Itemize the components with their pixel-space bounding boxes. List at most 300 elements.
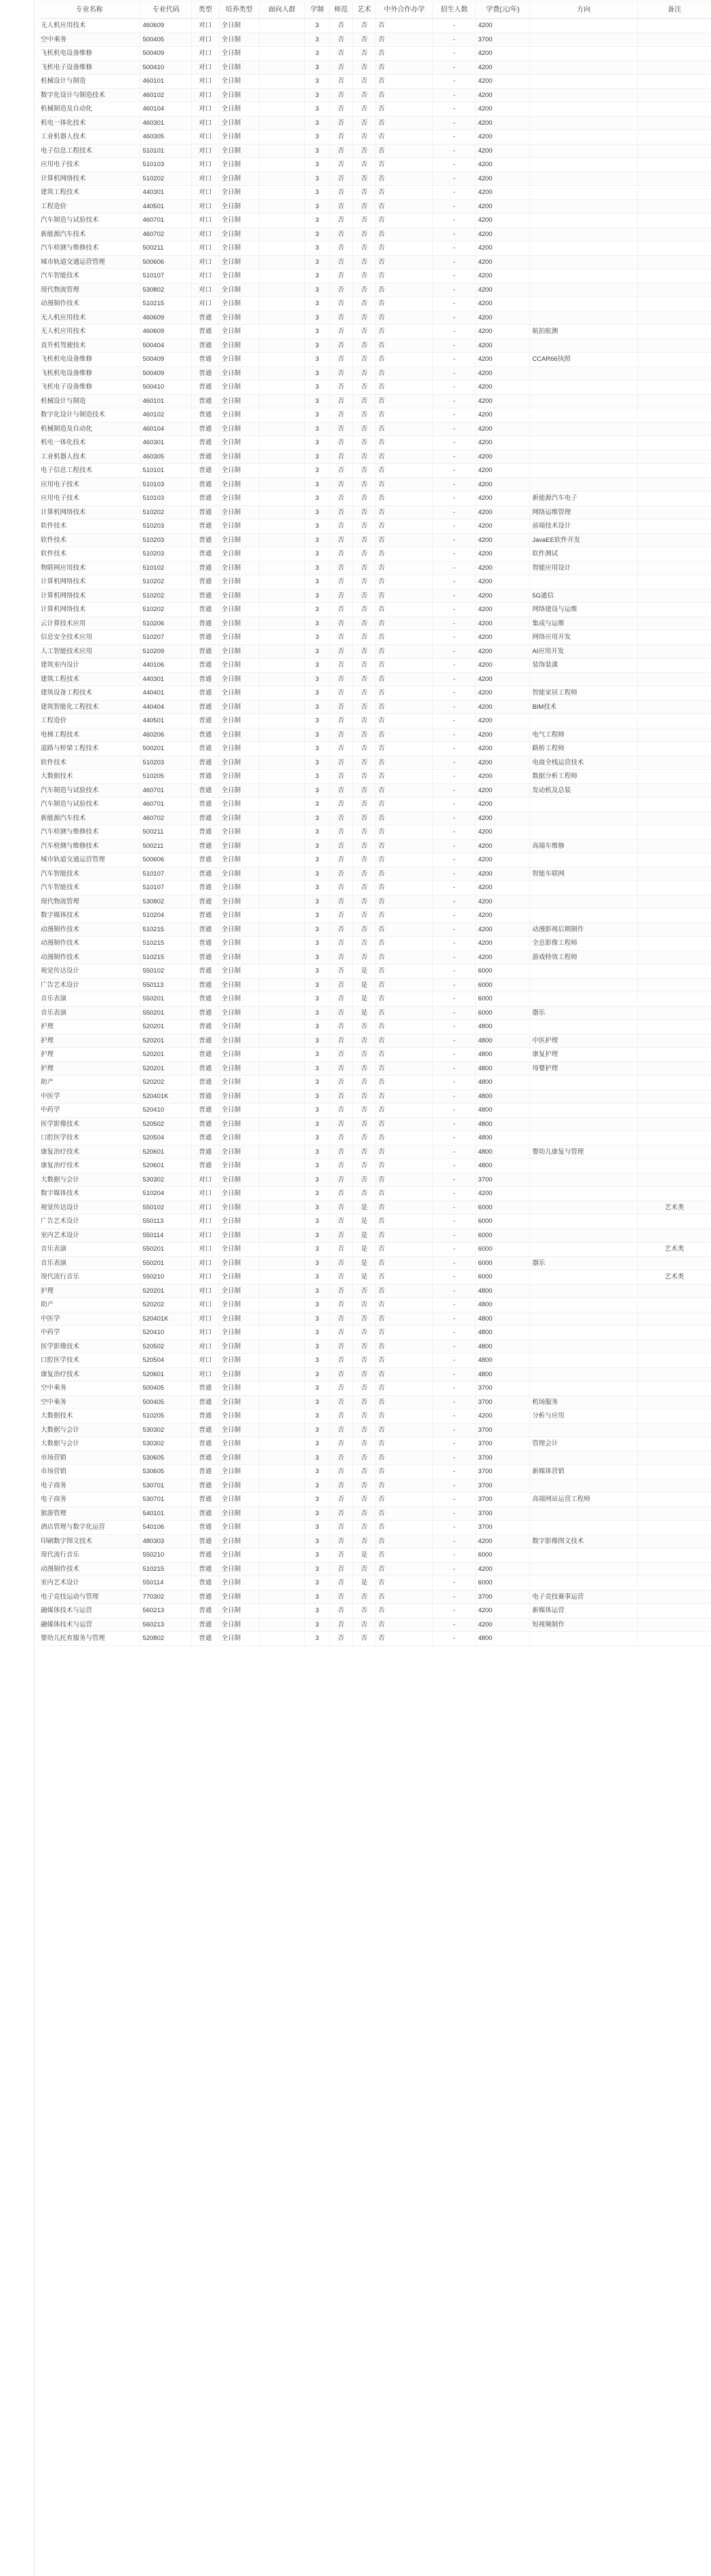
- cell-note: [637, 464, 711, 478]
- cell-coop: 否: [375, 477, 432, 492]
- cell-type: 普通: [192, 1159, 219, 1173]
- cell-train: 全日制: [219, 783, 259, 798]
- cell-note: [637, 922, 711, 937]
- cell-name: 飞机机电设备维修: [39, 353, 140, 367]
- cell-fee: 4200: [476, 241, 530, 256]
- cell-name: 护理: [39, 1048, 140, 1062]
- table-row[interactable]: [39, 547, 711, 562]
- cell-train: 全日制: [219, 659, 259, 673]
- cell-train: 全日制: [219, 492, 259, 506]
- cell-name: 市场营销: [39, 1465, 140, 1479]
- table-row[interactable]: [39, 492, 711, 506]
- table-row[interactable]: [39, 1159, 711, 1173]
- column-header-name[interactable]: 专业名称: [39, 3, 140, 19]
- cell-fee: 4200: [476, 547, 530, 562]
- cell-name: 汽车检测与维修技术: [39, 825, 140, 840]
- table-row[interactable]: [39, 1479, 711, 1493]
- cell-train: 全日制: [219, 1354, 259, 1368]
- table-row[interactable]: [39, 700, 711, 714]
- cell-target: [259, 950, 304, 964]
- cell-fee: 4200: [476, 366, 530, 380]
- cell-count: -: [433, 1228, 476, 1243]
- cell-code: 460102: [140, 88, 192, 102]
- table-row[interactable]: [39, 255, 711, 269]
- cell-target: [259, 825, 304, 840]
- cell-note: [637, 1117, 711, 1131]
- cell-type: 对口: [192, 227, 219, 241]
- cell-dir: [530, 978, 638, 992]
- table-row[interactable]: [39, 1340, 711, 1354]
- table-row[interactable]: [39, 1215, 711, 1229]
- cell-dir: 网络应用开发: [530, 631, 638, 645]
- table-row[interactable]: [39, 158, 711, 172]
- cell-train: 全日制: [219, 33, 259, 47]
- cell-dir: [530, 1562, 638, 1576]
- cell-coop: 否: [375, 436, 432, 450]
- cell-fee: 6000: [476, 964, 530, 979]
- cell-name: 护理: [39, 1061, 140, 1076]
- table-row[interactable]: [39, 366, 711, 380]
- cell-name: 汽车制造与试验技术: [39, 783, 140, 798]
- cell-code: 440501: [140, 199, 192, 214]
- table-row[interactable]: [39, 450, 711, 464]
- cell-target: [259, 436, 304, 450]
- table-row[interactable]: [39, 241, 711, 256]
- column-header-fee[interactable]: 学费(元/年): [476, 3, 530, 19]
- table-row[interactable]: [39, 617, 711, 631]
- cell-fee: 4200: [476, 199, 530, 214]
- cell-normal: 否: [329, 172, 352, 186]
- cell-count: -: [433, 33, 476, 47]
- table-row[interactable]: [39, 1048, 711, 1062]
- cell-normal: 否: [329, 1131, 352, 1146]
- cell-normal: 否: [329, 1243, 352, 1257]
- table-row[interactable]: [39, 992, 711, 1007]
- table-row[interactable]: [39, 1173, 711, 1187]
- table-row[interactable]: [39, 1590, 711, 1604]
- table-row[interactable]: [39, 144, 711, 158]
- table-row[interactable]: [39, 102, 711, 117]
- cell-note: [637, 672, 711, 686]
- cell-coop: 否: [375, 325, 432, 339]
- cell-normal: 否: [329, 1548, 352, 1563]
- table-row[interactable]: [39, 505, 711, 520]
- table-row[interactable]: [39, 1020, 711, 1034]
- table-row[interactable]: [39, 1312, 711, 1326]
- cell-dir: [530, 1201, 638, 1215]
- cell-train: 全日制: [219, 644, 259, 659]
- cell-train: 全日制: [219, 408, 259, 423]
- cell-note: 艺术类: [637, 1201, 711, 1215]
- cell-count: -: [433, 199, 476, 214]
- table-row[interactable]: [39, 464, 711, 478]
- cell-code: 540101: [140, 1506, 192, 1521]
- cell-dir: [530, 1020, 638, 1034]
- cell-count: -: [433, 728, 476, 742]
- column-header-count[interactable]: 招生人数: [433, 3, 476, 19]
- column-header-years[interactable]: 学制: [305, 3, 329, 19]
- cell-coop: 否: [375, 1632, 432, 1646]
- cell-train: 全日制: [219, 158, 259, 172]
- table-row[interactable]: [39, 1562, 711, 1576]
- cell-dir: 动漫影视后期制作: [530, 922, 638, 937]
- cell-normal: 否: [329, 1409, 352, 1424]
- cell-train: 全日制: [219, 1201, 259, 1215]
- column-header-type[interactable]: 类型: [192, 3, 219, 19]
- cell-normal: 否: [329, 1284, 352, 1298]
- cell-train: 全日制: [219, 533, 259, 547]
- cell-name: 软件技术: [39, 533, 140, 547]
- cell-type: 普通: [192, 1534, 219, 1548]
- cell-code: 520502: [140, 1340, 192, 1354]
- cell-train: 全日制: [219, 1409, 259, 1424]
- cell-type: 普通: [192, 1409, 219, 1424]
- table-row[interactable]: [39, 937, 711, 951]
- table-row[interactable]: [39, 575, 711, 589]
- cell-target: [259, 408, 304, 423]
- cell-fee: 4200: [476, 644, 530, 659]
- cell-years: 3: [305, 1270, 329, 1285]
- table-row[interactable]: [39, 477, 711, 492]
- cell-years: 3: [305, 227, 329, 241]
- cell-name: 空中乘务: [39, 1382, 140, 1396]
- cell-normal: 否: [329, 158, 352, 172]
- table-row[interactable]: [39, 659, 711, 673]
- cell-note: [637, 1187, 711, 1201]
- table-row[interactable]: [39, 1465, 711, 1479]
- table-row[interactable]: [39, 130, 711, 144]
- left-margin-rule: [34, 0, 35, 2576]
- cell-count: -: [433, 255, 476, 269]
- table-row[interactable]: [39, 19, 711, 33]
- table-row[interactable]: [39, 214, 711, 228]
- table-row[interactable]: [39, 825, 711, 840]
- cell-years: 3: [305, 1187, 329, 1201]
- cell-art: 否: [352, 88, 375, 102]
- cell-art: 否: [352, 520, 375, 534]
- table-row[interactable]: [39, 964, 711, 979]
- table-row[interactable]: [39, 853, 711, 867]
- table-row[interactable]: [39, 1298, 711, 1312]
- cell-train: 全日制: [219, 603, 259, 617]
- cell-code: 560213: [140, 1618, 192, 1632]
- cell-count: -: [433, 338, 476, 353]
- cell-type: 普通: [192, 325, 219, 339]
- cell-normal: 否: [329, 492, 352, 506]
- cell-art: 否: [352, 130, 375, 144]
- cell-fee: 4800: [476, 1061, 530, 1076]
- table-row[interactable]: [39, 172, 711, 186]
- cell-count: -: [433, 214, 476, 228]
- table-row[interactable]: [39, 533, 711, 547]
- table-row[interactable]: [39, 75, 711, 89]
- cell-years: 3: [305, 33, 329, 47]
- cell-coop: 否: [375, 561, 432, 575]
- cell-coop: 否: [375, 700, 432, 714]
- table-row[interactable]: [39, 1409, 711, 1424]
- table-row[interactable]: [39, 1201, 711, 1215]
- cell-name: 电子信息工程技术: [39, 144, 140, 158]
- cell-count: -: [433, 1270, 476, 1285]
- cell-dir: [530, 158, 638, 172]
- cell-dir: 集成与运维: [530, 617, 638, 631]
- table-row[interactable]: [39, 1187, 711, 1201]
- cell-type: 对口: [192, 47, 219, 61]
- cell-years: 3: [305, 1243, 329, 1257]
- cell-type: 对口: [192, 214, 219, 228]
- table-row[interactable]: [39, 881, 711, 895]
- table-row[interactable]: [39, 1506, 711, 1521]
- column-header-note[interactable]: 备注: [637, 3, 711, 19]
- cell-coop: 否: [375, 1521, 432, 1535]
- cell-art: 否: [352, 756, 375, 770]
- table-row[interactable]: [39, 1548, 711, 1563]
- column-header-normal[interactable]: 师范: [329, 3, 352, 19]
- cell-train: 全日制: [219, 561, 259, 575]
- cell-fee: 4200: [476, 617, 530, 631]
- table-row[interactable]: [39, 269, 711, 284]
- table-row[interactable]: [39, 1423, 711, 1437]
- table-row[interactable]: [39, 408, 711, 423]
- cell-count: -: [433, 1632, 476, 1646]
- table-row[interactable]: [39, 199, 711, 214]
- cell-target: [259, 603, 304, 617]
- table-row[interactable]: [39, 867, 711, 881]
- table-row[interactable]: [39, 325, 711, 339]
- table-row[interactable]: [39, 1117, 711, 1131]
- cell-years: 3: [305, 1089, 329, 1104]
- cell-normal: 否: [329, 950, 352, 964]
- table-row[interactable]: [39, 88, 711, 102]
- table-row[interactable]: [39, 227, 711, 241]
- cell-normal: 否: [329, 227, 352, 241]
- cell-fee: 4200: [476, 1562, 530, 1576]
- cell-fee: 4200: [476, 1618, 530, 1632]
- cell-name: 医学影像技术: [39, 1117, 140, 1131]
- table-row[interactable]: [39, 1243, 711, 1257]
- table-row[interactable]: [39, 116, 711, 130]
- table-row[interactable]: [39, 1618, 711, 1632]
- table-row[interactable]: [39, 283, 711, 297]
- cell-coop: 否: [375, 603, 432, 617]
- cell-code: 520201: [140, 1284, 192, 1298]
- table-row[interactable]: [39, 909, 711, 923]
- table-row[interactable]: [39, 895, 711, 909]
- cell-dir: 短视频制作: [530, 1618, 638, 1632]
- table-row[interactable]: [39, 1395, 711, 1409]
- cell-count: -: [433, 1354, 476, 1368]
- cell-name: 机械制造及自动化: [39, 422, 140, 436]
- cell-art: 否: [352, 186, 375, 200]
- table-row[interactable]: [39, 422, 711, 436]
- table-row[interactable]: [39, 394, 711, 408]
- cell-art: 否: [352, 686, 375, 701]
- cell-art: 否: [352, 839, 375, 853]
- table-row[interactable]: [39, 978, 711, 992]
- table-row[interactable]: [39, 1256, 711, 1270]
- table-row[interactable]: [39, 1228, 711, 1243]
- cell-count: -: [433, 1131, 476, 1146]
- table-row[interactable]: [39, 1104, 711, 1118]
- cell-note: [637, 659, 711, 673]
- cell-name: 现代物流管理: [39, 895, 140, 909]
- cell-art: 否: [352, 47, 375, 61]
- cell-name: 酒店管理与数字化运营: [39, 1521, 140, 1535]
- table-row[interactable]: [39, 742, 711, 756]
- table-row[interactable]: [39, 311, 711, 325]
- cell-coop: 否: [375, 783, 432, 798]
- table-row[interactable]: [39, 1326, 711, 1340]
- cell-normal: 否: [329, 1604, 352, 1618]
- table-row[interactable]: [39, 839, 711, 853]
- table-row[interactable]: [39, 60, 711, 75]
- cell-target: [259, 1034, 304, 1048]
- cell-name: 现代流行音乐: [39, 1548, 140, 1563]
- cell-train: 全日制: [219, 1173, 259, 1187]
- cell-note: [637, 520, 711, 534]
- cell-dir: [530, 1131, 638, 1146]
- table-row[interactable]: [39, 1270, 711, 1285]
- table-row[interactable]: [39, 728, 711, 742]
- table-row[interactable]: [39, 1382, 711, 1396]
- cell-code: 500405: [140, 1395, 192, 1409]
- table-row[interactable]: [39, 811, 711, 825]
- table-row[interactable]: [39, 33, 711, 47]
- table-row[interactable]: [39, 520, 711, 534]
- cell-art: 否: [352, 1020, 375, 1034]
- cell-art: 否: [352, 214, 375, 228]
- table-row[interactable]: [39, 1493, 711, 1507]
- cell-dir: [530, 825, 638, 840]
- cell-normal: 否: [329, 909, 352, 923]
- column-header-art[interactable]: 艺术: [352, 3, 375, 19]
- cell-type: 普通: [192, 1576, 219, 1591]
- cell-normal: 否: [329, 659, 352, 673]
- cell-target: [259, 1576, 304, 1591]
- cell-note: [637, 1048, 711, 1062]
- cell-coop: 否: [375, 770, 432, 784]
- table-row[interactable]: [39, 1576, 711, 1591]
- cell-train: 全日制: [219, 47, 259, 61]
- cell-note: [637, 1409, 711, 1424]
- table-row[interactable]: [39, 798, 711, 812]
- cell-note: 艺术类: [637, 1243, 711, 1257]
- table-row[interactable]: [39, 770, 711, 784]
- column-header-target[interactable]: 面向人群: [259, 3, 304, 19]
- table-row[interactable]: [39, 714, 711, 728]
- cell-target: [259, 547, 304, 562]
- cell-target: [259, 1395, 304, 1409]
- cell-code: 460701: [140, 783, 192, 798]
- table-row[interactable]: [39, 1131, 711, 1146]
- table-row[interactable]: [39, 1089, 711, 1104]
- cell-count: -: [433, 1104, 476, 1118]
- cell-dir: 智能应用设计: [530, 561, 638, 575]
- cell-name: 城市轨道交通运营管理: [39, 255, 140, 269]
- table-row[interactable]: [39, 756, 711, 770]
- table-row[interactable]: [39, 1437, 711, 1451]
- cell-name: 计算机网络技术: [39, 575, 140, 589]
- cell-train: 全日制: [219, 1340, 259, 1354]
- table-row[interactable]: [39, 338, 711, 353]
- cell-count: -: [433, 408, 476, 423]
- column-header-code[interactable]: 专业代码: [140, 3, 192, 19]
- table-row[interactable]: [39, 297, 711, 311]
- table-row[interactable]: [39, 1367, 711, 1382]
- table-row[interactable]: [39, 380, 711, 395]
- cell-coop: 否: [375, 1034, 432, 1048]
- table-row[interactable]: [39, 1354, 711, 1368]
- cell-count: -: [433, 436, 476, 450]
- table-row[interactable]: [39, 686, 711, 701]
- table-row[interactable]: [39, 47, 711, 61]
- table-row[interactable]: [39, 1521, 711, 1535]
- table-row[interactable]: [39, 1006, 711, 1020]
- table-row[interactable]: [39, 1604, 711, 1618]
- cell-art: 否: [352, 714, 375, 728]
- table-row[interactable]: [39, 589, 711, 603]
- cell-art: 否: [352, 547, 375, 562]
- cell-art: 否: [352, 1173, 375, 1187]
- cell-art: 否: [352, 75, 375, 89]
- cell-dir: 电商全栈运营技术: [530, 756, 638, 770]
- cell-note: [637, 75, 711, 89]
- cell-coop: 否: [375, 1395, 432, 1409]
- cell-count: -: [433, 1076, 476, 1090]
- table-row[interactable]: [39, 950, 711, 964]
- cell-code: 460701: [140, 214, 192, 228]
- cell-train: 全日制: [219, 1228, 259, 1243]
- cell-years: 3: [305, 728, 329, 742]
- table-row[interactable]: [39, 1145, 711, 1159]
- cell-type: 对口: [192, 1284, 219, 1298]
- table-row[interactable]: [39, 1632, 711, 1646]
- cell-target: [259, 353, 304, 367]
- cell-name: 音乐表演: [39, 1256, 140, 1270]
- cell-art: 否: [352, 19, 375, 33]
- table-row[interactable]: [39, 1076, 711, 1090]
- table-row[interactable]: [39, 561, 711, 575]
- table-row[interactable]: [39, 1034, 711, 1048]
- cell-note: [637, 1131, 711, 1146]
- table-row[interactable]: [39, 1534, 711, 1548]
- table-row[interactable]: [39, 631, 711, 645]
- table-row[interactable]: [39, 1451, 711, 1465]
- column-header-dir[interactable]: 方向: [530, 3, 638, 19]
- cell-count: -: [433, 366, 476, 380]
- table-row[interactable]: [39, 1284, 711, 1298]
- cell-fee: 4800: [476, 1340, 530, 1354]
- cell-train: 全日制: [219, 1312, 259, 1326]
- table-row[interactable]: [39, 436, 711, 450]
- column-header-coop[interactable]: 中外合作办学: [375, 3, 432, 19]
- table-row[interactable]: [39, 603, 711, 617]
- table-row[interactable]: [39, 353, 711, 367]
- table-row[interactable]: [39, 186, 711, 200]
- cell-normal: 否: [329, 1187, 352, 1201]
- cell-type: 对口: [192, 1173, 219, 1187]
- cell-dir: [530, 1521, 638, 1535]
- cell-count: -: [433, 172, 476, 186]
- table-row[interactable]: [39, 922, 711, 937]
- table-row[interactable]: [39, 783, 711, 798]
- cell-dir: 装饰装潢: [530, 659, 638, 673]
- table-row[interactable]: [39, 1061, 711, 1076]
- table-row[interactable]: [39, 672, 711, 686]
- cell-type: 普通: [192, 1465, 219, 1479]
- table-row[interactable]: [39, 644, 711, 659]
- column-header-train[interactable]: 培养类型: [219, 3, 259, 19]
